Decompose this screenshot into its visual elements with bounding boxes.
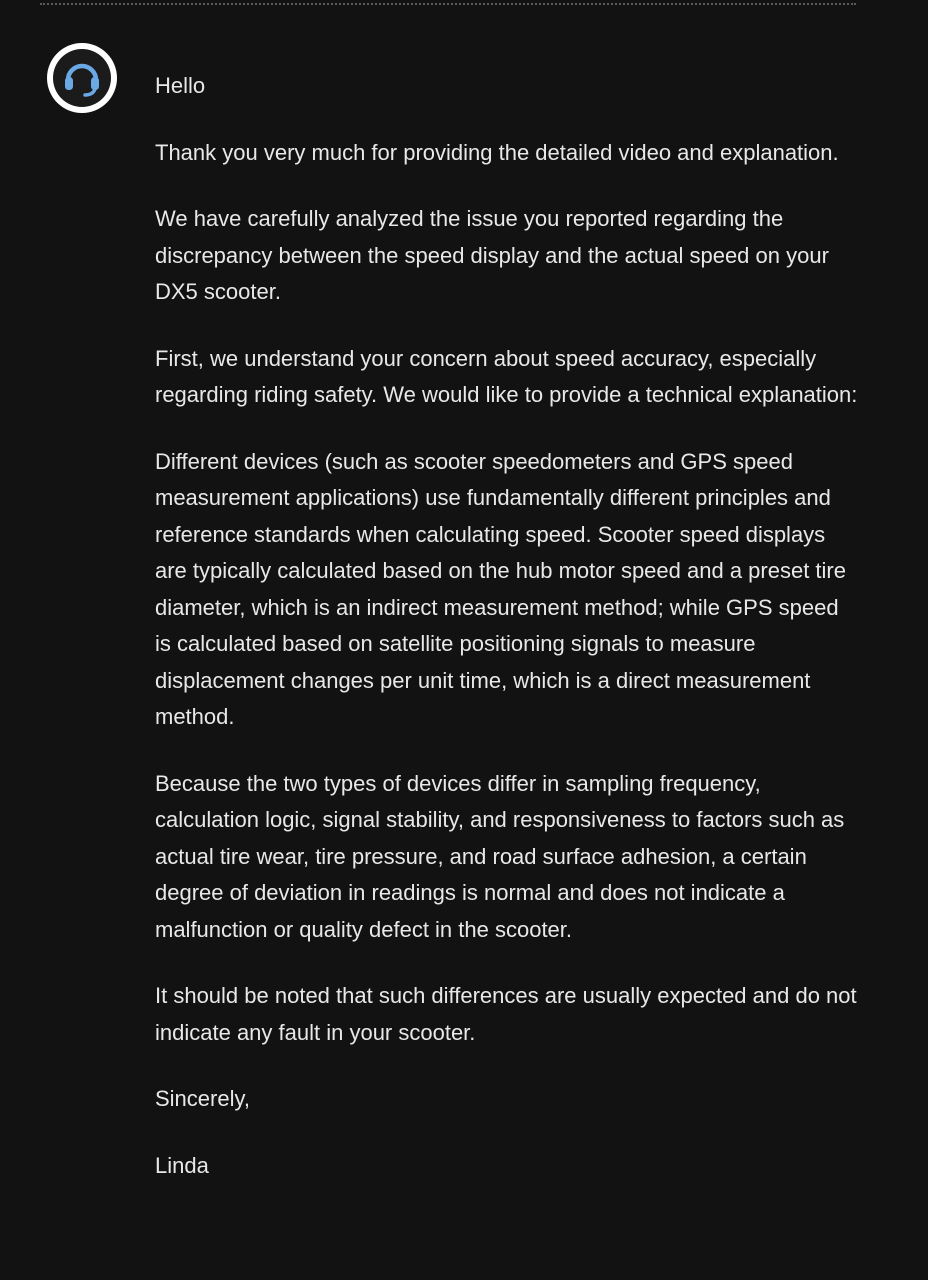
headset-icon <box>60 56 104 100</box>
message-paragraph: It should be noted that such differences are usually expected and do not indicate any fault in your scooter. <box>155 983 857 1045</box>
agent-avatar <box>47 43 117 113</box>
greeting: Hello <box>155 73 206 98</box>
message-paragraph: We have carefully analyzed the issue you reported regarding the discrepancy between the speed display and the actual speed on your DX5 scooter. <box>155 206 829 304</box>
message-body <box>155 68 860 1214</box>
message-paragraph: First, we understand your concern about speed accuracy, especially regarding riding safety. We would like to provide a technical explanation: <box>155 345 858 407</box>
message-paragraph: Thank you very much for providing the detailed video and explanation. <box>155 139 839 165</box>
message-paragraph: Different devices (such as scooter speedometers and GPS speed measurement applications) use fundamentally different principles and reference standards when calculating speed. Scooter speed displays are typically calculated based on the hub motor speed and a preset tire diameter, which is an indirect measurement method; while GPS speed is calculated based on satellite positioning signals to measure displacement changes per unit time, which is a direct measurement method. <box>155 448 846 729</box>
signature: Linda <box>155 1152 209 1178</box>
closing: Sincerely, <box>155 1086 250 1111</box>
divider <box>40 3 856 5</box>
message-paragraph: Because the two types of devices differ in sampling frequency, calculation logic, signal stability, and responsiveness to factors such as actual tire wear, tire pressure, and road surface adhesion, a certain degree of deviation in readings is normal and does not indicate a malfunction or quality defect in the scooter. <box>155 770 845 942</box>
